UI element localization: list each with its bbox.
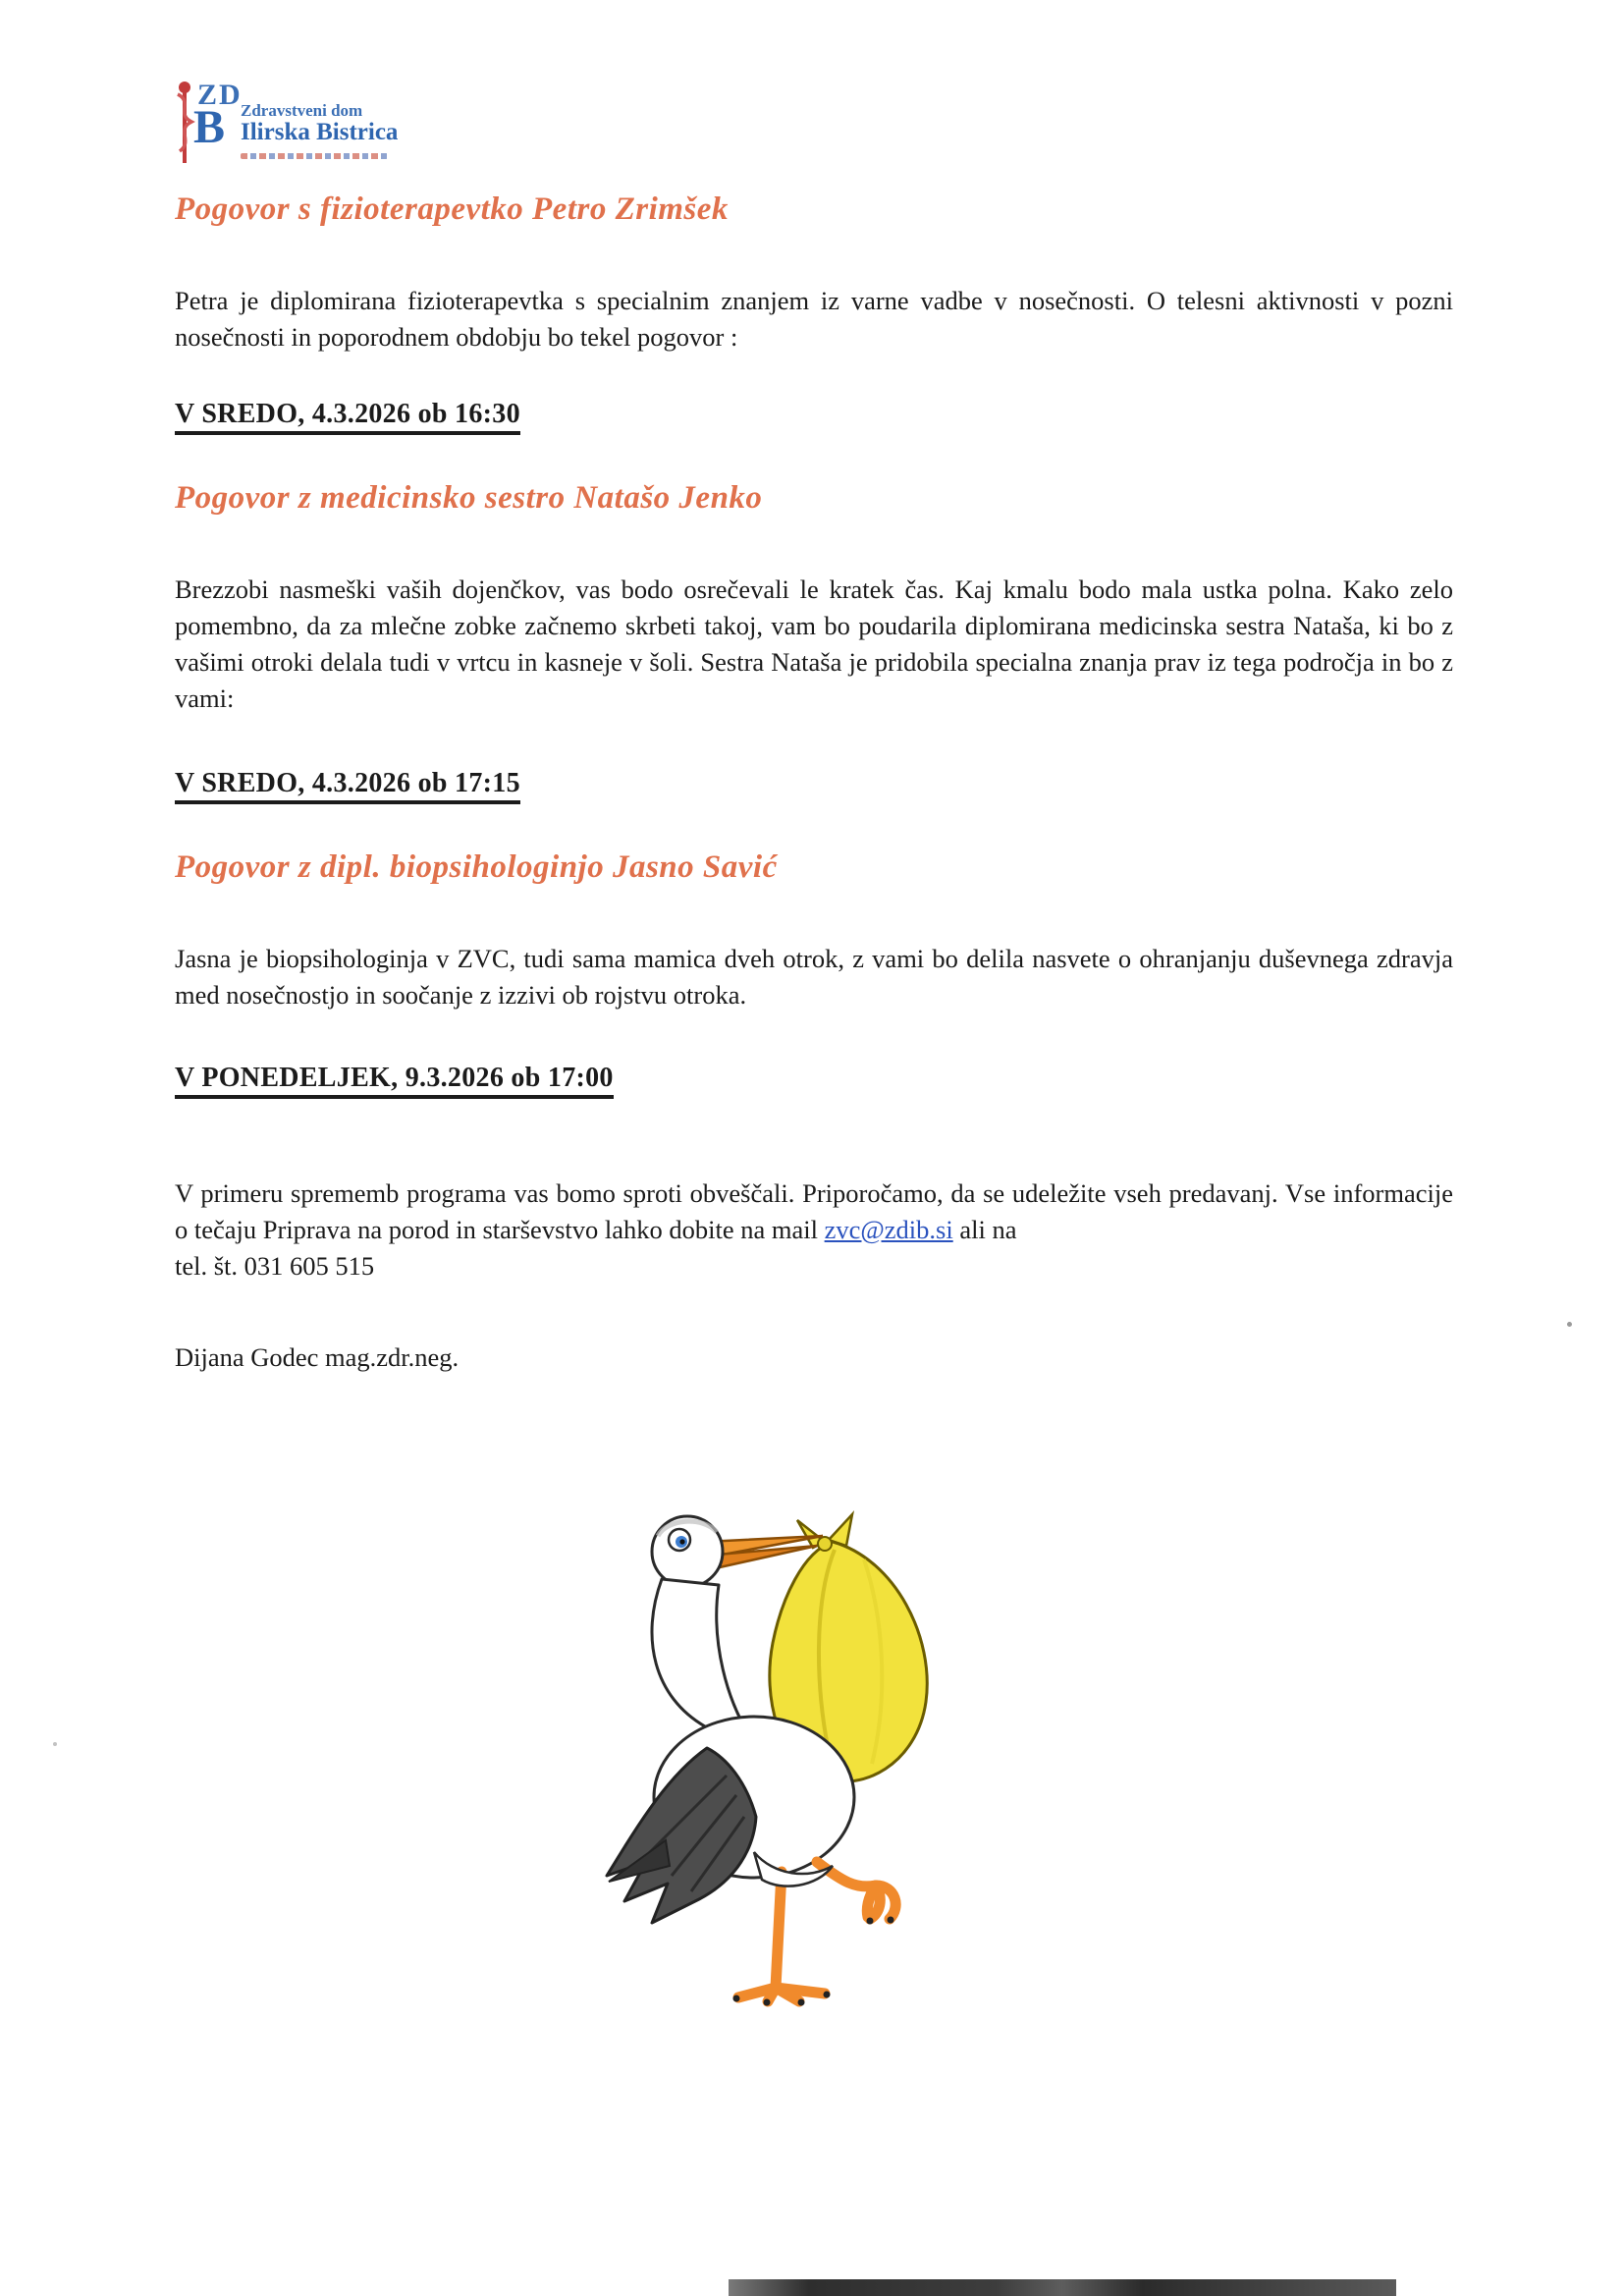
section1-body: Petra je diplomirana fizioterapevtka s specialnim znanjem iz varne vadbe v nosečnosti. O telesni aktivnosti v pozni nosečnosti in poporodnem obdobju bo tekel pogovor : (175, 286, 1453, 352)
phone-line: tel. št. 031 605 515 (175, 1251, 375, 1281)
head (652, 1516, 723, 1587)
scan-dot-artifact (53, 1742, 57, 1746)
logo-org-line2: Ilirska Bistrica (241, 118, 399, 145)
logo-text-zd: ZD (197, 79, 243, 111)
section1-date-text: V SREDO, 4.3.2026 ob 16:30 (175, 399, 520, 435)
section3-date (175, 1063, 1453, 1099)
closing-text: V primeru sprememb programa vas bomo sproti obveščali. Priporočamo, da se udeležite vseh predavanj. Vse informacije o tečaju Priprava na porod in starševstvo lahko dobite na mail (175, 1178, 1453, 1244)
section2-date (175, 768, 1453, 804)
closing-paragraph (175, 1175, 1453, 1248)
section1-date (175, 399, 1453, 435)
section2-heading: Pogovor z medicinsko sestro Natašo Jenko (175, 480, 763, 516)
logo-text-b: B (193, 101, 226, 153)
scanner-dark-bar-artifact (729, 2279, 1396, 2296)
stork-with-bundle-icon (589, 1491, 1011, 2041)
after-link-text: ali na (952, 1215, 1017, 1244)
wing (607, 1748, 756, 1923)
email-link[interactable]: zvc@zdib.si (824, 1215, 953, 1244)
logo-org-line1: Zdravstveni dom (241, 101, 363, 120)
section2-date-text: V SREDO, 4.3.2026 ob 17:15 (175, 768, 520, 804)
section3-heading: Pogovor z dipl. biopsihologinjo Jasno Savić (175, 849, 778, 885)
legs (738, 1862, 895, 2001)
section3-date-text: V PONEDELJEK, 9.3.2026 ob 17:00 (175, 1063, 614, 1099)
signature-line: Dijana Godec mag.zdr.neg. (175, 1342, 460, 1372)
section3-body: Jasna je biopsihologinja v ZVC, tudi sama mamica dveh otrok, z vami bo delila nasvete o ohranjanju duševnega zdravja med nosečnostjo in soočanje z izzivi ob rojstvu otroka. (175, 944, 1453, 1010)
stork-illustration (589, 1491, 1011, 2041)
section2-body: Brezzobi nasmeški vaših dojenčkov, vas bodo osrečevali le kratek čas. Kaj kmalu bodo mala ustka polna. Kako zelo pomembno, da za mlečne zobke začnemo skrbeti takoj, vam bo poudarila diplomirana medicinska sestra Nataša, ki bo z vašimi otroki delala tudi v vrtcu in kasneje v šoli. Sestra Nataša je pridobila specialna znanja prav iz tega področja in bo z vami: (175, 574, 1453, 713)
scan-dot-artifact (1567, 1322, 1572, 1327)
section1-heading: Pogovor s fizioterapevtko Petro Zrimšek (175, 191, 729, 227)
